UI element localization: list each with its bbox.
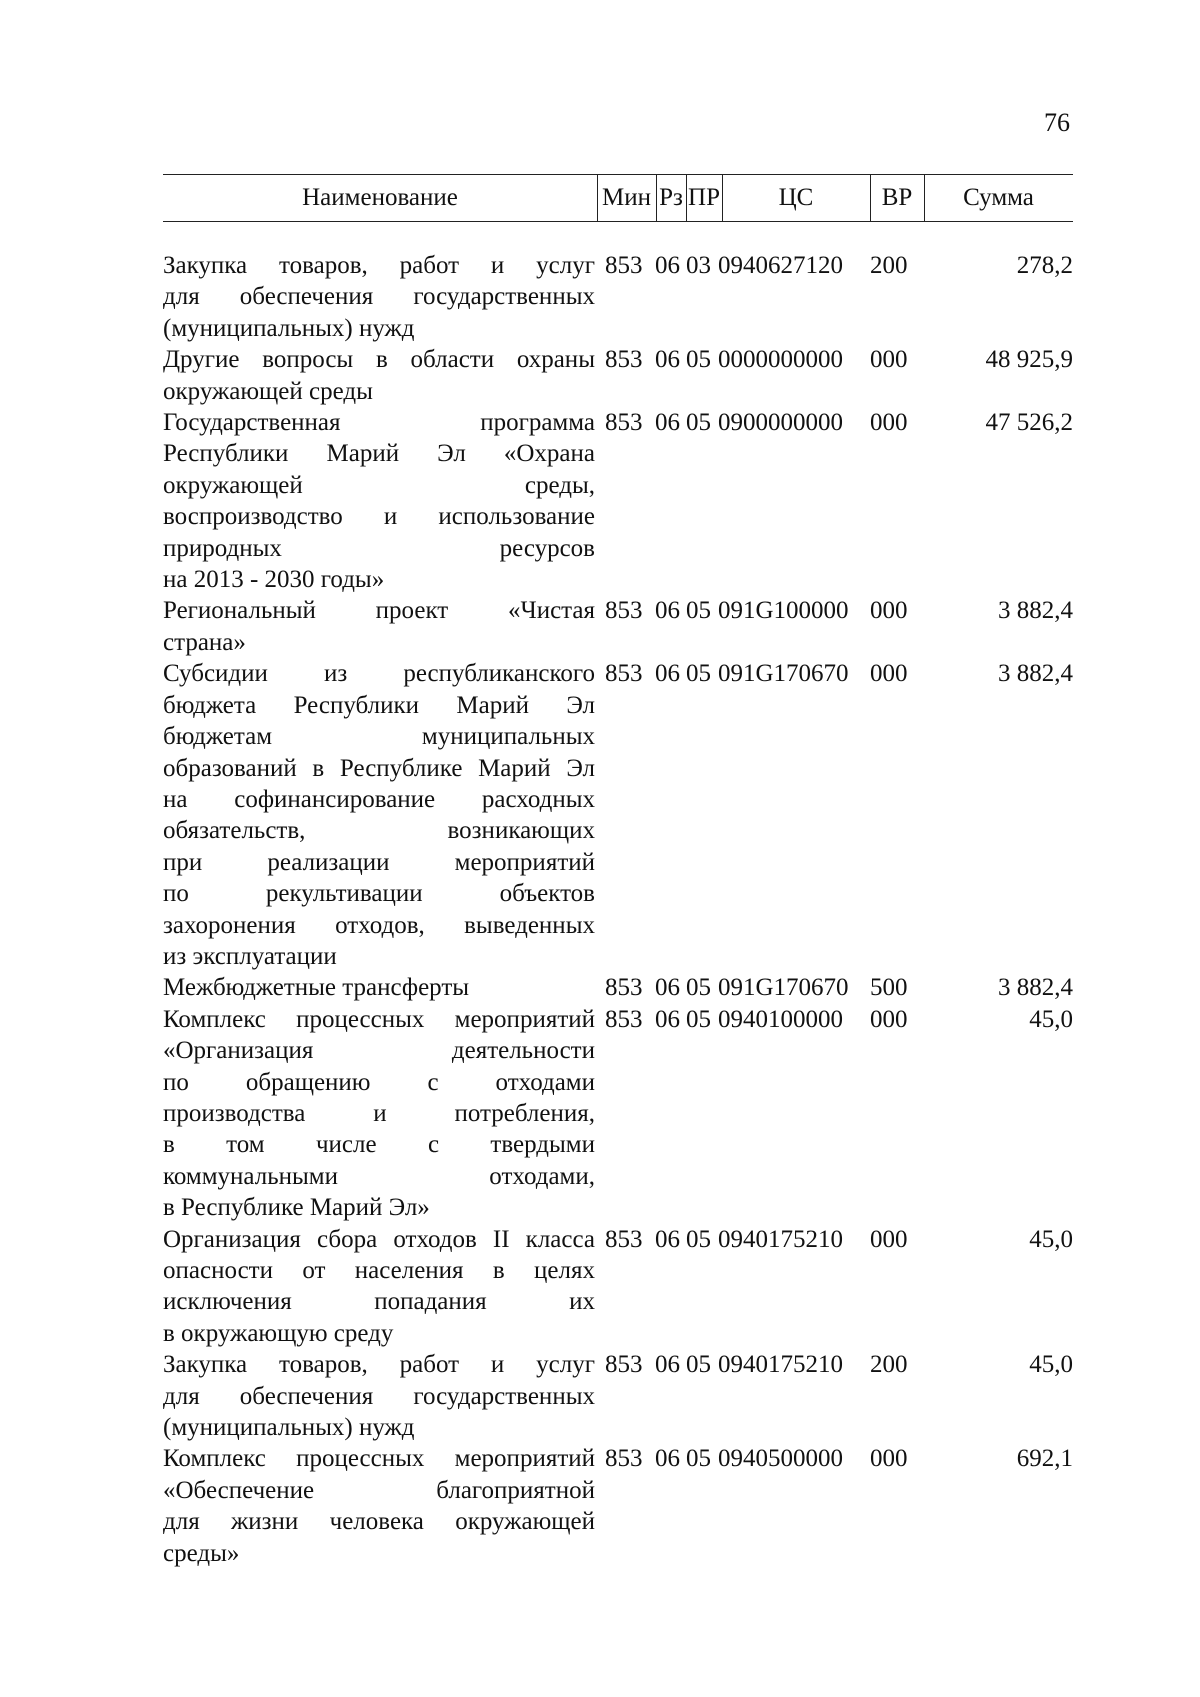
row-sum: 47 526,2 [985,409,1073,437]
row-name [163,1349,595,1443]
row-sum: 3 882,4 [998,660,1073,688]
row-name-line: Другие вопросы в области охраны [163,346,595,374]
code-min: 853 [605,252,643,279]
code-vr: 000 [870,409,908,437]
code-cs: 0940175210 [718,1225,843,1253]
table-row [163,1224,1073,1350]
code-rz: 06 [655,974,680,1002]
row-name-line: Межбюджетные трансферты [163,974,470,1002]
row-name-line: «Организация деятельности [163,1037,595,1065]
code-rz: 06 [655,346,680,374]
row-name [163,250,595,344]
row-name [163,1443,595,1569]
row-sum: 692,1 [1016,1445,1073,1473]
row-name-line: Государственная программа [163,409,595,437]
code-cs: 0940500000 [718,1445,843,1473]
row-sum: 45,0 [1029,1225,1073,1253]
row-name [163,658,595,972]
row-codes [605,407,920,438]
code-pr: 05 [686,346,711,374]
header-name: Наименование [302,184,458,211]
code-vr: 500 [870,974,908,1002]
row-codes [605,1349,920,1380]
row-sum: 278,2 [1016,252,1073,279]
row-sum: 45,0 [1029,1005,1073,1033]
header-vr: ВР [881,184,913,211]
code-min: 853 [605,1445,643,1473]
row-name-line: (муниципальных) нужд [163,314,415,342]
code-min: 853 [605,1005,643,1033]
header-cs: ЦС [778,184,814,211]
row-name-line: Организация сбора отходов II класса [163,1225,595,1253]
code-min: 853 [605,597,643,625]
table-row [163,595,1073,658]
table-row [163,1349,1073,1443]
row-name-line: Республики Марий Эл «Охрана [163,440,595,468]
code-vr: 000 [870,346,908,374]
header-rz: Рз [659,184,683,211]
row-sum: 45,0 [1029,1351,1073,1379]
row-name-line: для обеспечения государственных [163,1382,595,1410]
row-name-line: обязательств, возникающих [163,817,595,845]
table-row [163,972,1073,1003]
code-rz: 06 [655,1445,680,1473]
table-row [163,344,1073,407]
code-cs: 091G170670 [718,660,849,688]
row-name-line: бюджетам муниципальных [163,723,595,751]
row-name [163,407,595,595]
row-name-line: окружающей среды [163,377,373,405]
row-codes [605,658,920,689]
row-name-line: в Республике Марий Эл» [163,1194,430,1222]
code-rz: 06 [655,409,680,437]
row-name-line: среды» [163,1539,240,1567]
row-name-line: Комплекс процессных мероприятий [163,1005,595,1033]
row-sum: 3 882,4 [998,974,1073,1002]
code-vr: 000 [870,1005,908,1033]
code-rz: 06 [655,1005,680,1033]
budget-table [163,174,1073,1569]
code-pr: 05 [686,974,711,1002]
row-name-line: «Обеспечение благоприятной [163,1476,595,1504]
table-row [163,1004,1073,1224]
code-pr: 03 [686,252,711,279]
code-cs: 0900000000 [718,409,843,437]
row-codes [605,1004,920,1035]
code-pr: 05 [686,660,711,688]
row-name-line: образований в Республике Марий Эл [163,754,595,782]
code-cs: 0940100000 [718,1005,843,1033]
code-cs: 091G170670 [718,974,849,1002]
code-min: 853 [605,1225,643,1253]
code-min: 853 [605,660,643,688]
row-name-line: при реализации мероприятий [163,848,595,876]
code-vr: 000 [870,1445,908,1473]
header-sum: Сумма [963,184,1034,211]
row-codes [605,595,920,626]
row-name-line: по обращению с отходами [163,1068,595,1096]
code-vr: 200 [870,252,908,279]
code-min: 853 [605,409,643,437]
code-cs: 0940175210 [718,1351,843,1379]
table-body [163,250,1073,1569]
row-name-line: воспроизводство и использование [163,503,595,531]
code-pr: 05 [686,1351,711,1379]
row-name-line: бюджета Республики Марий Эл [163,691,595,719]
code-rz: 06 [655,660,680,688]
table-row [163,407,1073,595]
row-name-line: по рекультивации объектов [163,880,595,908]
row-name-line: природных ресурсов [163,534,595,562]
row-name-line: Закупка товаров, работ и услуг [163,252,595,279]
row-name [163,972,595,1003]
code-min: 853 [605,346,643,374]
code-vr: 000 [870,660,908,688]
row-codes [605,344,920,375]
row-name-line: на софинансирование расходных [163,785,595,813]
row-name-line: в том числе с твердыми [163,1131,595,1159]
table-row [163,658,1073,972]
row-name-line: Региональный проект «Чистая [163,597,595,625]
code-vr: 000 [870,1225,908,1253]
row-name-line: исключения попадания их [163,1288,595,1316]
row-name-line: страна» [163,628,246,656]
table-row [163,1443,1073,1569]
row-name-line: захоронения отходов, выведенных [163,911,595,939]
table-row [163,250,1073,344]
code-pr: 05 [686,1445,711,1473]
code-rz: 06 [655,1351,680,1379]
row-name-line: из эксплуатации [163,942,337,970]
row-name-line: опасности от населения в целях [163,1257,595,1284]
row-name-line: Комплекс процессных мероприятий [163,1445,595,1473]
row-name-line: Закупка товаров, работ и услуг [163,1351,595,1379]
code-rz: 06 [655,597,680,625]
code-pr: 05 [686,1225,711,1253]
row-name [163,1004,595,1224]
row-name [163,1224,595,1350]
header-min: Мин [602,184,651,211]
code-cs: 0940627120 [718,252,843,279]
row-sum: 48 925,9 [985,346,1073,374]
row-name-line: в окружающую среду [163,1319,394,1347]
row-name-line: Субсидии из республиканского [163,660,595,688]
page-number: 76 [1044,108,1070,137]
row-name [163,595,595,658]
code-pr: 05 [686,1005,711,1033]
row-codes [605,1224,920,1255]
row-name-line: (муниципальных) нужд [163,1414,415,1442]
code-vr: 200 [870,1351,908,1379]
row-name-line: производства и потребления, [163,1099,595,1127]
row-name [163,344,595,407]
code-cs: 091G100000 [718,597,849,625]
row-name-line: окружающей среды, [163,471,595,499]
row-name-line: коммунальными отходами, [163,1162,595,1190]
code-pr: 05 [686,409,711,437]
code-vr: 000 [870,597,908,625]
code-min: 853 [605,1351,643,1379]
code-pr: 05 [686,597,711,625]
row-codes [605,250,920,281]
code-min: 853 [605,974,643,1002]
table-header [163,174,1073,222]
header-pr: ПР [688,184,720,211]
row-name-line: для жизни человека окружающей [163,1508,595,1536]
row-codes [605,972,920,1003]
code-cs: 0000000000 [718,346,843,374]
row-sum: 3 882,4 [998,597,1073,625]
row-name-line: для обеспечения государственных [163,283,595,311]
code-rz: 06 [655,252,680,279]
row-codes [605,1443,920,1474]
code-rz: 06 [655,1225,680,1253]
row-name-line: на 2013 - 2030 годы» [163,566,385,594]
